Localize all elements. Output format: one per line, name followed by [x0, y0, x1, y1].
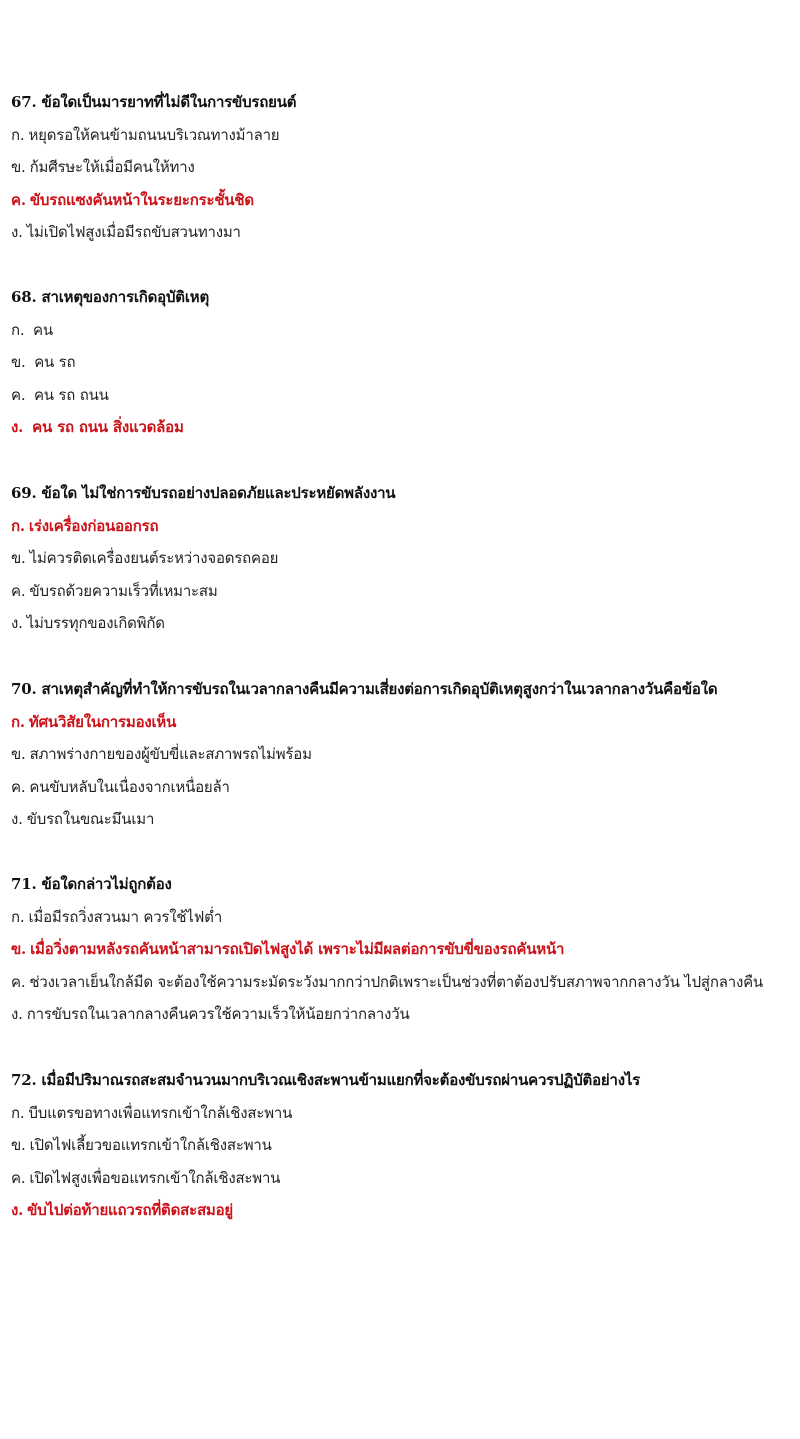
question-71 [11, 868, 796, 1031]
choice-letter: ข. [11, 353, 26, 372]
choice-d-correct-answer [11, 1194, 796, 1227]
question-number: 68. [11, 288, 37, 306]
question-number: 71. [11, 875, 37, 893]
choice-b [11, 346, 796, 379]
choice-letter: ง. [11, 418, 24, 437]
choice-letter: ก. [11, 516, 25, 535]
choice-c [11, 379, 796, 412]
choice-letter: ง. [11, 810, 23, 829]
choice-d [11, 998, 796, 1031]
choice-text: คน รถ [29, 353, 76, 372]
choice-b [11, 738, 796, 771]
choice-b [11, 542, 796, 575]
question-70 [11, 673, 796, 836]
choice-text: คน [28, 320, 53, 339]
choice-text: ขับรถแซงคันหน้าในระยะกระชั้นชิด [29, 190, 254, 209]
choice-letter: ค. [11, 1168, 26, 1187]
choice-letter: ข. [11, 745, 26, 764]
choice-letter: ข. [11, 1136, 26, 1155]
choice-letter: ค. [11, 972, 26, 991]
choice-a [11, 1097, 796, 1130]
choice-text: สภาพร่างกายของผู้ขับขี่และสภาพรถไม่พร้อม [29, 745, 312, 764]
question-number: 72. [11, 1071, 37, 1089]
choice-text: เมื่อมีรถวิ่งสวนมา ควรใช้ไฟต่ำ [28, 907, 223, 926]
choice-letter: ข. [11, 549, 26, 568]
choice-b-correct-answer [11, 933, 796, 966]
question-67 [11, 86, 796, 249]
choice-d [11, 803, 796, 836]
choice-text: คน รถ ถนน สิ่งแวดล้อม [27, 418, 184, 437]
choice-text: ขับรถในขณะมึนเมา [26, 810, 155, 829]
question-text: เมื่อมีปริมาณรถสะสมจำนวนมากบริเวณเชิงสะพานข้ามแยกที่จะต้องขับรถผ่านควรปฏิบัติอย่างไร [41, 1071, 641, 1089]
question-69 [11, 477, 796, 640]
question-title [11, 673, 796, 706]
choice-d [11, 607, 796, 640]
choice-text: เร่งเครื่องก่อนออกรถ [28, 516, 159, 535]
choice-text: ทัศนวิสัยในการมองเห็น [28, 712, 177, 731]
choice-a [11, 119, 796, 152]
choice-text: ไม่ควรติดเครื่องยนต์ระหว่างจอดรถคอย [29, 549, 279, 568]
choice-text: ช่วงเวลาเย็นใกล้มืด จะต้องใช้ความระมัดระวังมากกว่าปกติเพราะเป็นช่วงที่ตาต้องปรับสภาพจากกลางวัน ไปสู่กลางคืน [29, 972, 763, 991]
question-number: 70. [11, 680, 37, 698]
choice-text: ก้มศีรษะให้เมื่อมีคนให้ทาง [29, 158, 195, 177]
choice-letter: ก. [11, 712, 25, 731]
choice-a [11, 314, 796, 347]
question-title [11, 868, 796, 901]
choice-text: บีบแตรขอทางเพื่อแทรกเข้าใกล้เชิงสะพาน [28, 1103, 293, 1122]
choice-text: เปิดไฟเลี้ยวขอแทรกเข้าใกล้เชิงสะพาน [29, 1136, 272, 1155]
choice-text: คนขับหลับในเนื่องจากเหนื่อยล้า [29, 777, 230, 796]
question-text: ข้อใดกล่าวไม่ถูกต้อง [41, 875, 172, 893]
choice-a [11, 901, 796, 934]
choice-c [11, 771, 796, 804]
choice-d [11, 216, 796, 249]
choice-text: ไม่เปิดไฟสูงเมื่อมีรถขับสวนทางมา [26, 223, 241, 242]
choice-text: การขับรถในเวลากลางคืนควรใช้ความเร็วให้น้อยกว่ากลางวัน [26, 1005, 410, 1024]
choice-letter: ค. [11, 777, 26, 796]
question-title [11, 86, 796, 119]
question-number: 67. [11, 93, 37, 111]
choice-letter: ง. [11, 1005, 23, 1024]
choice-text: คน รถ ถนน [29, 385, 109, 404]
question-title [11, 281, 796, 314]
choice-letter: ข. [11, 940, 27, 959]
choice-letter: ก. [11, 125, 25, 144]
question-number: 69. [11, 484, 37, 502]
choice-text: หยุดรอให้คนข้ามถนนบริเวณทางม้าลาย [28, 125, 280, 144]
question-text: ข้อใดเป็นมารยาทที่ไม่ดีในการขับรถยนต์ [41, 93, 297, 111]
choice-letter: ก. [11, 907, 25, 926]
choice-text: เปิดไฟสูงเพื่อขอแทรกเข้าใกล้เชิงสะพาน [29, 1168, 281, 1187]
choice-c [11, 1162, 796, 1195]
choice-text: ขับไปต่อท้ายแถวรถที่ติดสะสมอยู่ [27, 1201, 233, 1220]
question-title [11, 477, 796, 510]
choice-text: ขับรถด้วยความเร็วที่เหมาะสม [29, 581, 218, 600]
choice-letter: ค. [11, 190, 26, 209]
question-text: สาเหตุสำคัญที่ทำให้การขับรถในเวลากลางคืนมีความเสี่ยงต่อการเกิดอุบัติเหตุสูงกว่าในเวลากลางวันคือข้อใด [41, 680, 718, 698]
choice-letter: ง. [11, 614, 23, 633]
choice-letter: ค. [11, 581, 26, 600]
choice-c [11, 966, 796, 999]
choice-d-correct-answer [11, 411, 796, 444]
choice-letter: ก. [11, 320, 25, 339]
choice-letter: ค. [11, 385, 26, 404]
question-title [11, 1064, 796, 1097]
choice-a-correct-answer [11, 706, 796, 739]
question-72 [11, 1064, 796, 1227]
choice-letter: ก. [11, 1103, 25, 1122]
question-68 [11, 281, 796, 444]
choice-letter: ข. [11, 158, 26, 177]
question-text: สาเหตุของการเกิดอุบัติเหตุ [41, 288, 209, 306]
choice-letter: ง. [11, 1201, 24, 1220]
choice-letter: ง. [11, 223, 23, 242]
choice-b [11, 151, 796, 184]
choice-text: เมื่อวิ่งตามหลังรถคันหน้าสามารถเปิดไฟสูงได้ เพราะไม่มีผลต่อการขับขี่ของรถคันหน้า [30, 940, 565, 959]
choice-a-correct-answer [11, 510, 796, 543]
choice-c-correct-answer [11, 184, 796, 217]
choice-c [11, 575, 796, 608]
question-text: ข้อใด ไม่ใช่การขับรถอย่างปลอดภัยและประหยัดพลังงาน [41, 484, 396, 502]
choice-text: ไม่บรรทุกของเกิดพิกัด [26, 614, 165, 633]
choice-b [11, 1129, 796, 1162]
